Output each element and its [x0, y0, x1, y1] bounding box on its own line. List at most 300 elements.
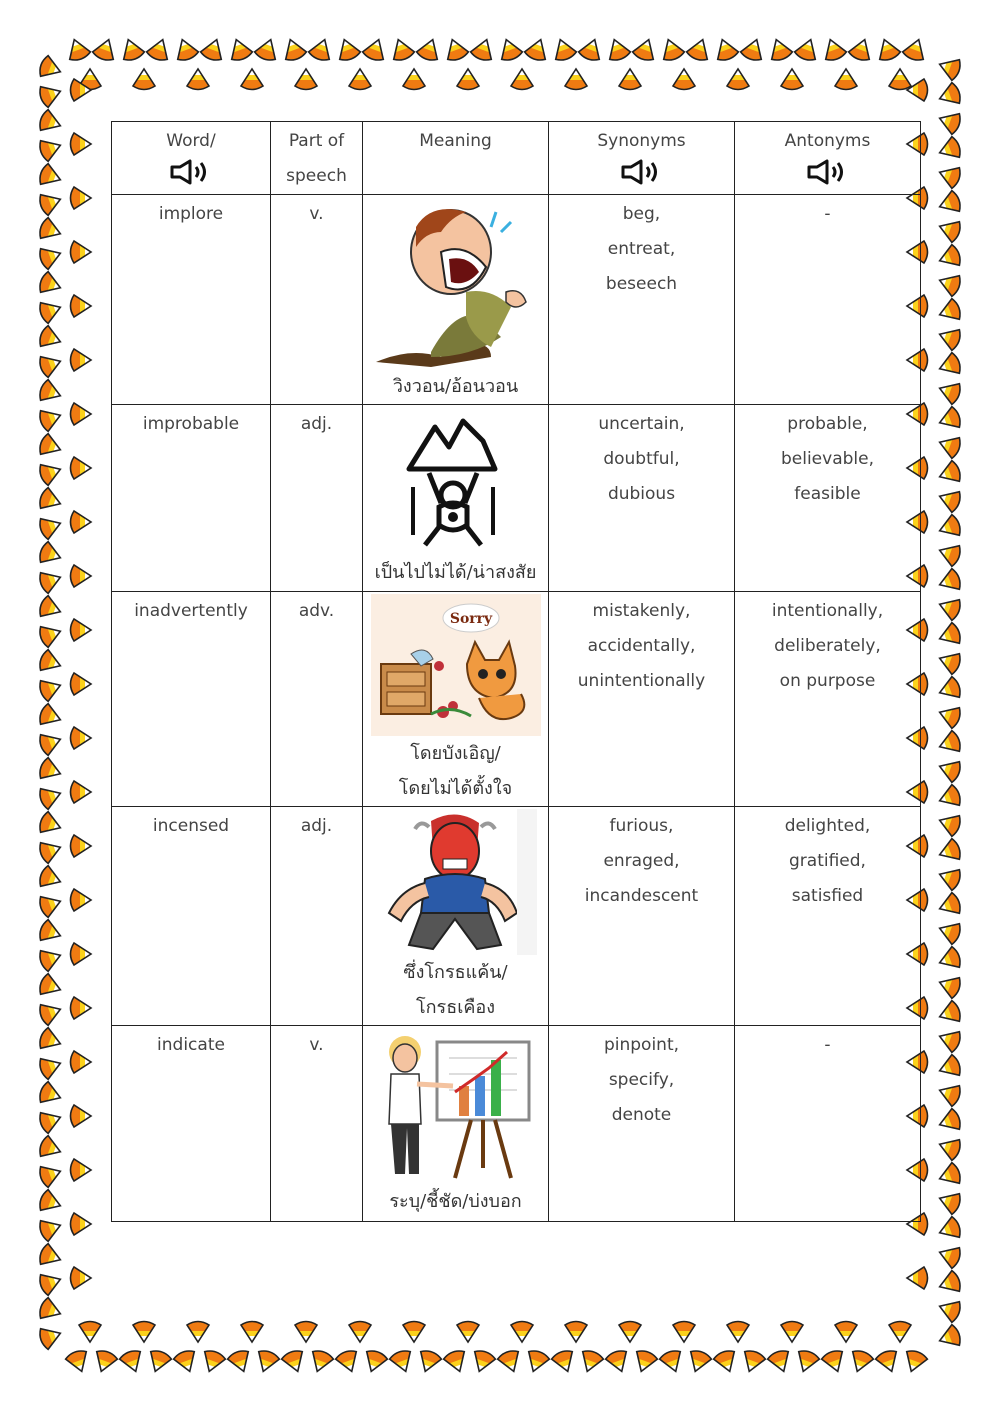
synonyms-cell [549, 195, 735, 405]
candy-corn-icon [457, 1322, 479, 1343]
synonym: dubious [607, 484, 676, 504]
candy-corn-icon [37, 1215, 64, 1243]
candy-corn-icon [37, 378, 64, 406]
meaning-thai: ซึ่งโกรธแค้น/ [403, 962, 508, 983]
candy-corn-icon [496, 1348, 524, 1375]
candy-corn-icon [685, 1348, 713, 1375]
candy-corn-icon [936, 675, 963, 703]
candy-corn-icon [37, 1269, 64, 1297]
candy-corn-icon [781, 1322, 803, 1343]
candy-corn-icon [619, 1322, 641, 1343]
candy-corn-icon [334, 1348, 362, 1375]
candy-corn-icon [64, 1348, 92, 1375]
candy-corn-icon [936, 1161, 963, 1189]
meaning-cell [363, 405, 549, 592]
table-row [112, 807, 921, 1026]
candy-corn-icon [37, 756, 64, 784]
candy-corn-icon [71, 1267, 92, 1289]
synonym: furious, [609, 816, 674, 836]
candy-corn-icon [349, 1322, 371, 1343]
header-word-label: Word/ [166, 131, 216, 151]
synonym: incandescent [584, 886, 699, 906]
word-cell: implore [112, 195, 271, 405]
synonyms-cell [549, 807, 735, 1026]
candy-corn-icon [577, 1348, 605, 1375]
candy-corn-icon [712, 36, 740, 63]
candy-corn-icon [835, 69, 857, 90]
candy-corn-icon [71, 997, 92, 1019]
candy-corn-icon [37, 1188, 64, 1216]
candy-corn-icon [280, 36, 308, 63]
candy-corn-icon [936, 1215, 963, 1243]
antonym: - [824, 204, 831, 224]
table-row [112, 1026, 921, 1222]
candy-corn-icon [739, 36, 767, 63]
candy-corn-icon [936, 108, 963, 136]
candy-corn-icon [37, 729, 64, 757]
antonym: gratified, [789, 851, 866, 871]
candy-corn-icon [37, 243, 64, 271]
candy-corn-icon [936, 1026, 963, 1054]
candy-corn-icon [349, 69, 371, 90]
candy-corn-icon [37, 999, 64, 1027]
candy-corn-icon [781, 69, 803, 90]
candy-corn-icon [936, 1296, 963, 1324]
candy-corn-icon [631, 36, 659, 63]
candy-corn-icon [907, 79, 928, 101]
candy-corn-icon [37, 1080, 64, 1108]
candy-corn-icon [71, 727, 92, 749]
candy-corn-icon [172, 36, 200, 63]
candy-corn-icon [673, 69, 695, 90]
candy-corn-icon [199, 1348, 227, 1375]
candy-corn-icon [91, 36, 119, 63]
antonyms-cell [735, 1026, 921, 1222]
synonym: uncertain, [598, 414, 685, 434]
candy-corn-icon [37, 594, 64, 622]
candy-corn-icon [496, 36, 524, 63]
candy-corn-icon [145, 36, 173, 63]
candy-corn-icon [936, 243, 963, 271]
candy-corn-icon [604, 36, 632, 63]
candy-corn-icon [550, 36, 578, 63]
candy-corn-icon [936, 162, 963, 190]
synonym: accidentally, [587, 636, 696, 656]
candy-corn-icon [901, 1348, 929, 1375]
header-word [112, 122, 271, 195]
candy-corn-icon [820, 1348, 848, 1375]
candy-corn-icon [37, 1134, 64, 1162]
antonym: deliberately, [774, 636, 881, 656]
candy-corn-icon [71, 781, 92, 803]
header-part-of-speech [271, 122, 363, 195]
synonym: mistakenly, [592, 601, 691, 621]
candy-corn-icon [361, 36, 389, 63]
candy-corn-icon [936, 297, 963, 325]
candy-corn-icon [936, 405, 963, 433]
candy-corn-icon [936, 918, 963, 946]
pos-cell: v. [271, 1026, 363, 1222]
candy-corn-icon [37, 108, 64, 136]
candy-corn-icon [936, 567, 963, 595]
candy-corn-icon [37, 1296, 64, 1324]
candy-corn-icon [565, 1322, 587, 1343]
candy-corn-icon [71, 457, 92, 479]
candy-corn-icon [936, 1053, 963, 1081]
word-cell: inadvertently [112, 592, 271, 807]
speaker-icon[interactable] [553, 159, 730, 189]
candy-corn-icon [307, 36, 335, 63]
candy-corn-icon [71, 187, 92, 209]
candy-corn-icon [936, 594, 963, 622]
person-lifting-mountain-illustration [371, 407, 541, 555]
candy-corn-icon [37, 540, 64, 568]
candy-corn-icon [907, 1267, 928, 1289]
candy-corn-icon [604, 1348, 632, 1375]
candy-corn-icon [523, 1348, 551, 1375]
vocabulary-table [111, 121, 921, 1222]
candy-corn-icon [37, 918, 64, 946]
antonym: feasible [794, 484, 861, 504]
candy-corn-icon [936, 513, 963, 541]
candy-corn-icon [133, 69, 155, 90]
candy-corn-icon [415, 36, 443, 63]
candy-corn-icon [658, 1348, 686, 1375]
candy-corn-icon [199, 36, 227, 63]
candy-corn-icon [37, 1026, 64, 1054]
candy-corn-icon [415, 1348, 443, 1375]
candy-corn-icon [37, 972, 64, 1000]
pos-cell: v. [271, 195, 363, 405]
candy-corn-icon [37, 945, 64, 973]
candy-corn-icon [936, 702, 963, 730]
candy-corn-icon [307, 1348, 335, 1375]
candy-corn-icon [936, 432, 963, 460]
candy-corn-icon [936, 270, 963, 298]
candy-corn-icon [847, 36, 875, 63]
header-pos-line1: Part of [288, 131, 345, 151]
candy-corn-icon [523, 36, 551, 63]
header-antonyms-label: Antonyms [784, 131, 871, 151]
antonym: satisfied [791, 886, 864, 906]
candy-corn-icon [37, 351, 64, 379]
candy-corn-icon [936, 540, 963, 568]
candy-corn-icon [631, 1348, 659, 1375]
table-row [112, 195, 921, 405]
candy-corn-icon [835, 1322, 857, 1343]
candy-corn-icon [71, 889, 92, 911]
candy-corn-icon [37, 702, 64, 730]
candy-corn-icon [936, 135, 963, 163]
meaning-thai: เป็นไปไม่ได้/น่าสงสัย [374, 562, 537, 583]
candy-corn-icon [901, 36, 929, 63]
synonym: specify, [608, 1070, 675, 1090]
candy-corn-icon [442, 36, 470, 63]
candy-corn-icon [658, 36, 686, 63]
candy-corn-icon [936, 1134, 963, 1162]
candy-corn-icon [37, 189, 64, 217]
table-row [112, 405, 921, 592]
candy-corn-icon [403, 1322, 425, 1343]
candy-corn-icon [936, 351, 963, 379]
candy-corn-icon [71, 295, 92, 317]
meaning-thai: ระบุ/ชี้ชัด/บ่งบอก [389, 1191, 522, 1212]
antonyms-cell [735, 807, 921, 1026]
candy-corn-icon [37, 837, 64, 865]
candy-corn-icon [37, 135, 64, 163]
candy-corn-icon [37, 1242, 64, 1270]
synonym: doubtful, [603, 449, 680, 469]
candy-corn-icon [37, 405, 64, 433]
candy-corn-icon [71, 1159, 92, 1181]
candy-corn-icon [550, 1348, 578, 1375]
candy-corn-icon [37, 216, 64, 244]
candy-corn-icon [936, 1269, 963, 1297]
candy-corn-icon [889, 1322, 911, 1343]
candy-corn-icon [37, 1053, 64, 1081]
candy-corn-icon [37, 783, 64, 811]
meaning-cell [363, 807, 549, 1026]
candy-corn-icon [403, 69, 425, 90]
candy-corn-icon [936, 459, 963, 487]
candy-corn-icon [936, 756, 963, 784]
candy-corn-icon [936, 486, 963, 514]
meaning-thai-line2: โกรธเคือง [415, 997, 495, 1018]
meaning-cell [363, 195, 549, 405]
candy-corn-icon [37, 1107, 64, 1135]
antonym: probable, [787, 414, 868, 434]
candy-corn-icon [936, 783, 963, 811]
candy-corn-icon [280, 1348, 308, 1375]
antonyms-cell [735, 592, 921, 807]
candy-corn-icon [91, 1348, 119, 1375]
speaker-icon[interactable] [739, 159, 916, 189]
candy-corn-icon [37, 675, 64, 703]
candy-corn-icon [37, 648, 64, 676]
candy-corn-icon [936, 1080, 963, 1108]
candy-corn-icon [187, 1322, 209, 1343]
synonym: denote [611, 1105, 672, 1125]
candy-corn-icon [37, 297, 64, 325]
candy-corn-icon [71, 1213, 92, 1235]
crying-pleading-man-illustration [371, 197, 541, 369]
candy-corn-icon [37, 891, 64, 919]
candy-corn-icon [172, 1348, 200, 1375]
header-synonyms-label: Synonyms [597, 131, 686, 151]
candy-corn-icon [71, 1051, 92, 1073]
candy-corn-icon [511, 1322, 533, 1343]
candy-corn-icon [889, 69, 911, 90]
meaning-cell [363, 592, 549, 807]
word-cell: indicate [112, 1026, 271, 1222]
candy-corn-icon [37, 1323, 64, 1351]
header-synonyms [549, 122, 735, 195]
candy-corn-icon [37, 459, 64, 487]
candy-corn-icon [936, 972, 963, 1000]
candy-corn-icon [187, 69, 209, 90]
candy-corn-icon [936, 54, 963, 82]
antonyms-cell [735, 195, 921, 405]
meaning-thai: โดยบังเอิญ/ [410, 743, 501, 764]
candy-corn-icon [79, 1322, 101, 1343]
candy-corn-icon [37, 162, 64, 190]
candy-corn-icon [295, 69, 317, 90]
candy-corn-icon [469, 1348, 497, 1375]
candy-corn-icon [37, 270, 64, 298]
candy-corn-icon [133, 1322, 155, 1343]
candy-corn-icon [71, 241, 92, 263]
candy-corn-icon [226, 1348, 254, 1375]
meaning-thai-line2: โดยไม่ได้ตั้งใจ [398, 778, 513, 799]
candy-corn-icon [673, 1322, 695, 1343]
pos-cell: adj. [271, 405, 363, 592]
candy-corn-icon [118, 36, 146, 63]
candy-corn-icon [37, 432, 64, 460]
candy-corn-icon [442, 1348, 470, 1375]
synonym: entreat, [607, 239, 676, 259]
antonym: intentionally, [771, 601, 884, 621]
candy-corn-icon [226, 36, 254, 63]
candy-corn-icon [727, 69, 749, 90]
candy-corn-icon [936, 648, 963, 676]
candy-corn-icon [334, 36, 362, 63]
synonym: enraged, [603, 851, 680, 871]
synonym: beseech [605, 274, 678, 294]
candy-corn-icon [936, 216, 963, 244]
candy-corn-icon [727, 1322, 749, 1343]
candy-corn-icon [241, 1322, 263, 1343]
candy-corn-icon [936, 378, 963, 406]
speaker-icon[interactable] [116, 159, 266, 189]
candy-corn-icon [936, 891, 963, 919]
antonyms-cell [735, 405, 921, 592]
candy-corn-icon [361, 1348, 389, 1375]
candy-corn-icon [64, 36, 92, 63]
furious-man-illustration [371, 809, 541, 955]
candy-corn-icon [936, 1323, 963, 1351]
candy-corn-icon [295, 1322, 317, 1343]
candy-corn-icon [936, 621, 963, 649]
candy-corn-icon [766, 36, 794, 63]
candy-corn-icon [577, 36, 605, 63]
candy-corn-icon [37, 621, 64, 649]
synonym: beg, [622, 204, 661, 224]
candy-corn-icon [619, 69, 641, 90]
candy-corn-icon [685, 36, 713, 63]
candy-corn-icon [37, 54, 64, 82]
meaning-cell [363, 1026, 549, 1222]
candy-corn-icon [874, 36, 902, 63]
candy-corn-icon [71, 565, 92, 587]
pos-cell: adj. [271, 807, 363, 1026]
word-cell: incensed [112, 807, 271, 1026]
candy-corn-icon [71, 619, 92, 641]
candy-corn-icon [766, 1348, 794, 1375]
candy-corn-icon [936, 81, 963, 109]
candy-corn-icon [71, 1105, 92, 1127]
header-meaning [363, 122, 549, 195]
candy-corn-icon [511, 69, 533, 90]
candy-corn-icon [936, 729, 963, 757]
candy-corn-icon [793, 1348, 821, 1375]
candy-corn-icon [37, 486, 64, 514]
synonyms-cell [549, 405, 735, 592]
table-row [112, 592, 921, 807]
antonym: delighted, [784, 816, 871, 836]
antonym: believable, [780, 449, 874, 469]
woman-pointing-chart-illustration [371, 1028, 541, 1184]
candy-corn-icon [936, 1107, 963, 1135]
candy-corn-icon [145, 1348, 173, 1375]
synonym: unintentionally [577, 671, 706, 691]
cat-broke-vase-illustration [371, 594, 541, 736]
candy-corn-icon [936, 810, 963, 838]
candy-corn-icon [469, 36, 497, 63]
header-row [112, 122, 921, 195]
synonyms-cell [549, 1026, 735, 1222]
candy-corn-icon [71, 511, 92, 533]
candy-corn-icon [820, 36, 848, 63]
synonym: pinpoint, [603, 1035, 680, 1055]
candy-corn-icon [71, 133, 92, 155]
candy-corn-icon [37, 864, 64, 892]
candy-corn-icon [37, 567, 64, 595]
candy-corn-icon [37, 1161, 64, 1189]
antonym: on purpose [779, 671, 876, 691]
candy-corn-icon [118, 1348, 146, 1375]
candy-corn-icon [241, 69, 263, 90]
header-meaning-label: Meaning [419, 131, 492, 151]
synonyms-cell [549, 592, 735, 807]
candy-corn-icon [874, 1348, 902, 1375]
candy-corn-icon [936, 1242, 963, 1270]
antonym: - [824, 1035, 831, 1055]
candy-corn-icon [936, 999, 963, 1027]
candy-corn-icon [936, 189, 963, 217]
candy-corn-icon [37, 324, 64, 352]
sorry-bubble-text: Sorry [449, 611, 492, 627]
candy-corn-icon [712, 1348, 740, 1375]
candy-corn-icon [71, 349, 92, 371]
candy-corn-icon [37, 810, 64, 838]
candy-corn-icon [253, 1348, 281, 1375]
candy-corn-icon [37, 81, 64, 109]
candy-corn-icon [71, 835, 92, 857]
candy-corn-icon [71, 403, 92, 425]
candy-corn-icon [936, 1188, 963, 1216]
candy-corn-icon [847, 1348, 875, 1375]
candy-corn-icon [253, 36, 281, 63]
candy-corn-icon [71, 943, 92, 965]
header-antonyms [735, 122, 921, 195]
candy-corn-icon [388, 36, 416, 63]
header-pos-line2: speech [286, 166, 347, 186]
candy-corn-icon [71, 673, 92, 695]
candy-corn-icon [457, 69, 479, 90]
candy-corn-icon [739, 1348, 767, 1375]
candy-corn-icon [936, 837, 963, 865]
pos-cell: adv. [271, 592, 363, 807]
word-cell: improbable [112, 405, 271, 592]
candy-corn-icon [936, 945, 963, 973]
candy-corn-icon [793, 36, 821, 63]
candy-corn-icon [388, 1348, 416, 1375]
candy-corn-icon [565, 69, 587, 90]
candy-corn-icon [936, 324, 963, 352]
candy-corn-icon [37, 513, 64, 541]
candy-corn-icon [936, 864, 963, 892]
meaning-thai: วิงวอน/อ้อนวอน [392, 376, 519, 397]
